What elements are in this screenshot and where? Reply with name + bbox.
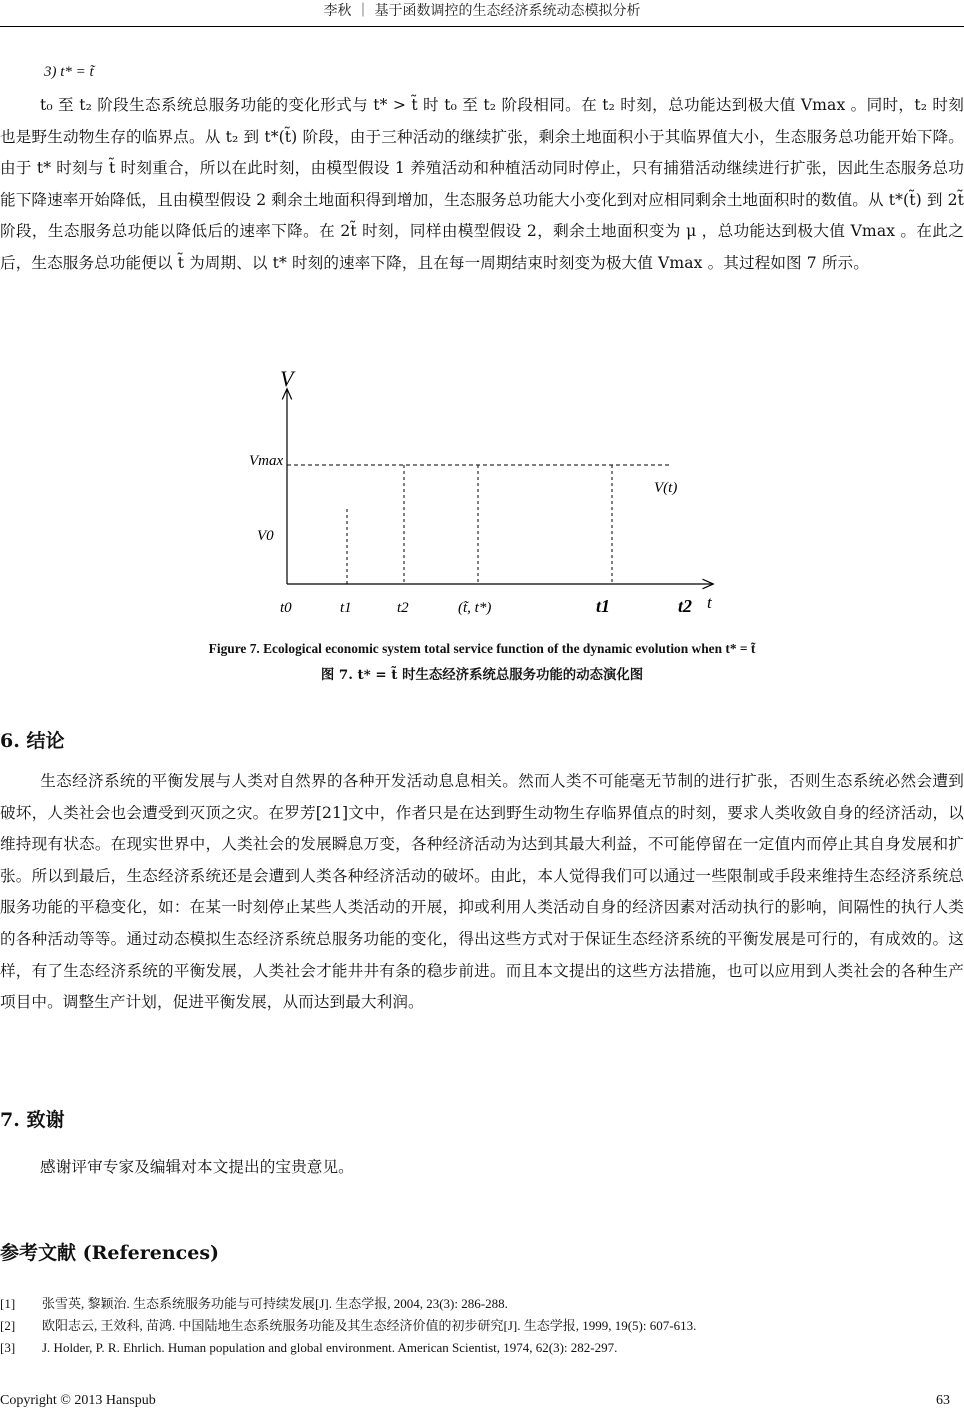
reference-item: [1] 张雪英, 黎颖治. 生态系统服务功能与可持续发展[J]. 生态学报, 2004, 23(3): 286-288.	[0, 1296, 508, 1311]
reference-list	[0, 1293, 964, 1359]
footer-copyright: Copyright © 2013 Hanspub	[0, 1393, 156, 1408]
heading-references: 参考文献 (References)	[0, 1242, 220, 1264]
y-axis-label: V	[280, 366, 294, 391]
x-tick-t2: t2	[397, 600, 409, 616]
case-label: 3) t* = t̃	[44, 64, 94, 80]
figure-7-chart	[230, 362, 730, 632]
vmax-label: Vmax	[249, 453, 284, 469]
x-tick-t1: t1	[340, 600, 352, 616]
x-axis-label: t	[707, 593, 712, 612]
v0-label: V0	[257, 528, 274, 544]
x-tick-tilde: (t̃, t*)	[458, 600, 492, 616]
paragraph-ack: 感谢评审专家及编辑对本文提出的宝贵意见。	[40, 1158, 354, 1176]
x-tick-t2-bold: t2	[678, 596, 693, 616]
reference-item: [2] 欧阳志云, 王效科, 苗鸿. 中国陆地生态系统服务功能及其生态经济价值的初步研究[J]. 生态学报, 1999, 19(5): 607-613.	[0, 1318, 697, 1333]
heading-conclusion: 6. 结论	[0, 730, 65, 752]
curve-label: V(t)	[654, 480, 678, 496]
figure-caption-zh: 图 7. t* = t̃ 时生态经济系统总服务功能的动态演化图	[320, 667, 644, 683]
header-rule	[0, 26, 964, 27]
paragraph-case-3: t₀ 至 t₂ 阶段生态系统总服务功能的变化形式与 t* > t̃ 时 t₀ 至 t₂ 阶段相同。在 t₂ 时刻，总功能达到极大值 Vmax 。同时，t₂ 时刻也是野生动物生存的临界点。从 t₂ 到 t*(t̃) 阶段，由于三种活动的继续扩张，剩余土地面积小于其临界值大小，生态服务总功能开始下降。由于 t* 时刻与 t̃ 时刻重合，所以在此时刻，由模型假设 1 养殖活动和种植活动同时停止，只有捕猎活动继续进行扩张，因此生态服务总功能下降速率开始降低，且由模型假设 2 剩余土地面积得到增加，生态服务总功能大小变化到对应相同剩余土地面积时的数值。从 t*(t̃) 到 2t̃ 阶段，生态服务总功能以降低后的速率下降。在 2t̃ 时刻，同样由模型假设 2，剩余土地面积变为 μ ，总功能达到极大值 Vmax 。在此之后，生态服务总功能便以 t̃ 为周期、以 t* 时刻的速率下降，且在每一周期结束时刻变为极大值 Vmax 。其过程如图 7 所示。	[0, 96, 964, 272]
running-header: 李秋 ｜ 基于函数调控的生态经济系统动态模拟分析	[323, 3, 641, 19]
figure-caption-en: Figure 7. Ecological economic system total service function of the dynamic evolution when t* = t̃	[208, 641, 756, 656]
reference-item: [3] J. Holder, P. R. Ehrlich. Human population and global environment. American Scientist, 1974, 62(3): 282-297.	[0, 1340, 618, 1355]
footer-page-number: 63	[936, 1393, 950, 1408]
x-tick-t1-bold: t1	[596, 596, 611, 616]
paragraph-conclusion: 生态经济系统的平衡发展与人类对自然界的各种开发活动息息相关。然而人类不可能毫无节制的进行扩张，否则生态系统必然会遭到破坏，人类社会也会遭受到灭顶之灾。在罗芳[21]文中，作者只是在达到野生动物生存临界值点的时刻，要求人类收敛自身的经济活动，以维持现有状态。在现实世界中，人类社会的发展瞬息万变，各种经济活动为达到其最大利益，不可能停留在一定值内而停止其自身发展和扩张。所以到最后，生态经济系统还是会遭到人类各种经济活动的破坏。由此，本人觉得我们可以通过一些限制或手段来维持生态经济系统总服务功能的平稳变化，如：在某一时刻停止某些人类活动的开展，抑或利用人类活动自身的经济因素对活动执行的影响，间隔性的执行人类的各种活动等等。通过动态模拟生态经济系统总服务功能的变化，得出这些方式对于保证生态经济系统的平衡发展是可行的，有成效的。这样，有了生态经济系统的平衡发展，人类社会才能井井有条的稳步前进。而且本文提出的这些方法措施，也可以应用到人类社会的各种生产项目中。调整生产计划，促进平衡发展，从而达到最大利润。	[0, 772, 964, 1012]
x-tick-t0: t0	[280, 600, 292, 616]
heading-ack: 7. 致谢	[0, 1109, 65, 1131]
